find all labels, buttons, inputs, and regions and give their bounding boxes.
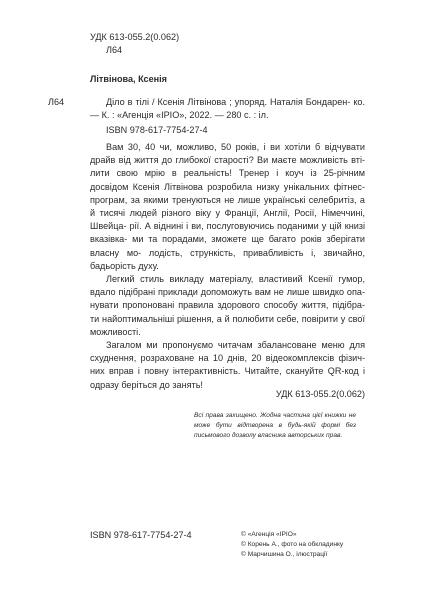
copyright-line: © Марчишина О., ілюстрації: [241, 551, 328, 559]
copyright-list: [241, 530, 411, 561]
bottom-isbn: ISBN 978-617-7754-27-4: [90, 530, 192, 540]
author-heading: Літвінова, Ксенія: [90, 74, 167, 84]
udc-code: УДК 613-055.2(0.062): [90, 32, 180, 42]
author-mark: Л64: [106, 45, 123, 55]
annotation-paragraph-3: Загалом ми пропонуємо читачам збалансоване меню для схуднення, розраховане на 10 днів, 20 відеокомплексів фізич- них вправ і повну інтерактивність. Читайте, скануйте QR-код і одразу беріться до занять!: [90, 340, 365, 390]
annotation: [90, 141, 365, 392]
left-author-mark: Л64: [48, 97, 65, 107]
annotation-paragraph-1: Вам 30, 40 чи, можливо, 50 років, і ви хотіли б відчувати драйв від життя до глибокої старості? Ви маєте можливість вті- лити свою мрію в реальність! Тренер і коуч із 25-річним досвідом Ксенія Літвінова розробила низку унікальних фітнес-програм, за якими тренуються не лише українські селебритіз, а й тисячі людей різного віку у Франції, Англії, Росії, Німеччині, Швейца- рії. А віднині і ви, послуговуючись поданими у цій книзі вказівка- ми та порадами, зможете ще багато років зберігати власну мо- лодість, стрункість, привабливість і, звичайно, бадьорість духу.: [90, 142, 365, 271]
rights-notice: Всі права захищено. Жодна частина цієї книжки не може бути відтворена в будь-якій формі без письмового дозволу власника авторських прав.: [194, 412, 356, 440]
copyright-line: © Корень А., фото на обкладинку: [241, 541, 344, 549]
annotation-paragraph-2: Легкий стиль викладу матеріалу, властивий Ксенії гумор, вдало підібрані приклади допоможуть вам не лише швидко опа- нувати пропоновані правила здорового способу життя, підібра- ти найоптимальніші рішення, а й полюбити себе, повірити у свої можливості.: [90, 274, 365, 337]
footer-udc: УДК 613-055.2(0.062): [275, 389, 365, 399]
bibliographic-description: Діло в тілі / Ксенія Літвінова ; упоряд. Наталія Бондарен- ко. — К. : «Агенція «ІРІО», 2022. — 280 с. : іл.: [90, 97, 365, 121]
copyright-line: © «Агенція «ІРІО»: [241, 531, 297, 538]
isbn-entry: ISBN 978-617-7754-27-4: [106, 125, 208, 135]
